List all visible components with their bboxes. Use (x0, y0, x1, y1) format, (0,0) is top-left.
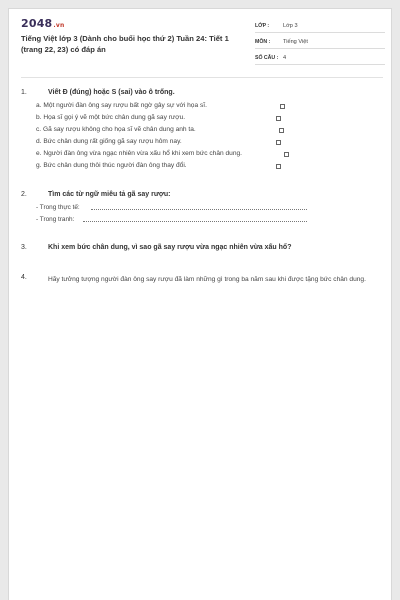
question-4-text: Hãy tưởng tượng người đàn ông say rượu đã làm những gì trong ba năm sau khi được tặng bức chân dung. (48, 276, 366, 283)
answer-checkbox-e[interactable] (284, 152, 289, 157)
meta-value: Tiếng Việt (283, 39, 308, 45)
header-divider (21, 77, 383, 78)
question-title: Tìm các từ ngữ miêu tả gã say rượu: (48, 191, 171, 198)
option-c: c. Gã say rượu không cho họa sĩ vẽ chân dung anh ta. (36, 126, 196, 133)
meta-value: 4 (283, 55, 287, 61)
question-title: Viết Đ (đúng) hoặc S (sai) vào ô trống. (48, 89, 175, 96)
question-number: 3. (21, 244, 27, 251)
question-body (48, 191, 171, 198)
answer-line-reality[interactable] (91, 209, 307, 210)
logo-main: 2048 (21, 17, 53, 30)
option-d: d. Bức chân dung rất giống gã say rượu hôm nay. (36, 138, 182, 145)
answer-checkbox-d[interactable] (276, 140, 281, 145)
meta-value: Lớp 3 (283, 23, 298, 29)
question-number: 1. (21, 89, 27, 96)
meta-label: MÔN : (255, 39, 271, 45)
answer-line-label-painting: - Trong tranh: (36, 216, 75, 223)
logo-suffix: .vn (53, 22, 65, 29)
option-e: e. Người đàn ông vừa ngạc nhiên vừa xấu hổ khi xem bức chân dung. (36, 150, 242, 157)
question-body (48, 89, 175, 96)
document-title: Tiếng Việt lớp 3 (Dành cho buổi học thứ 2) Tuần 24: Tiết 1 (trang 22, 23) có đáp án (21, 34, 229, 54)
option-a: a. Một người đàn ông say rượu bất ngờ gây sự với họa sĩ. (36, 102, 207, 109)
question-number: 4. (21, 274, 27, 281)
option-b: b. Họa sĩ gọi ý vẽ một bức chân dung gã say rượu. (36, 114, 186, 121)
option-g: g. Bức chân dung thôi thúc người đàn ông thay đổi. (36, 162, 187, 169)
worksheet-page (8, 8, 392, 600)
answer-line-label-reality: - Trong thực tế: (36, 204, 80, 211)
meta-panel (255, 18, 385, 66)
answer-checkbox-b[interactable] (276, 116, 281, 121)
meta-row-subject (255, 34, 385, 49)
answer-checkbox-g[interactable] (276, 164, 281, 169)
question-title: Khi xem bức chân dung, vì sao gã say rượu vừa ngạc nhiên vừa xấu hổ? (48, 244, 292, 251)
meta-row-count (255, 50, 385, 65)
answer-checkbox-a[interactable] (280, 104, 285, 109)
site-logo[interactable] (21, 17, 64, 30)
meta-label: LỚP : (255, 23, 270, 29)
meta-label: SỐ CÂU : (255, 55, 279, 61)
question-number: 2. (21, 191, 27, 198)
answer-line-painting[interactable] (83, 221, 307, 222)
meta-row-class (255, 18, 385, 33)
answer-checkbox-c[interactable] (279, 128, 284, 133)
question-body (48, 244, 291, 251)
